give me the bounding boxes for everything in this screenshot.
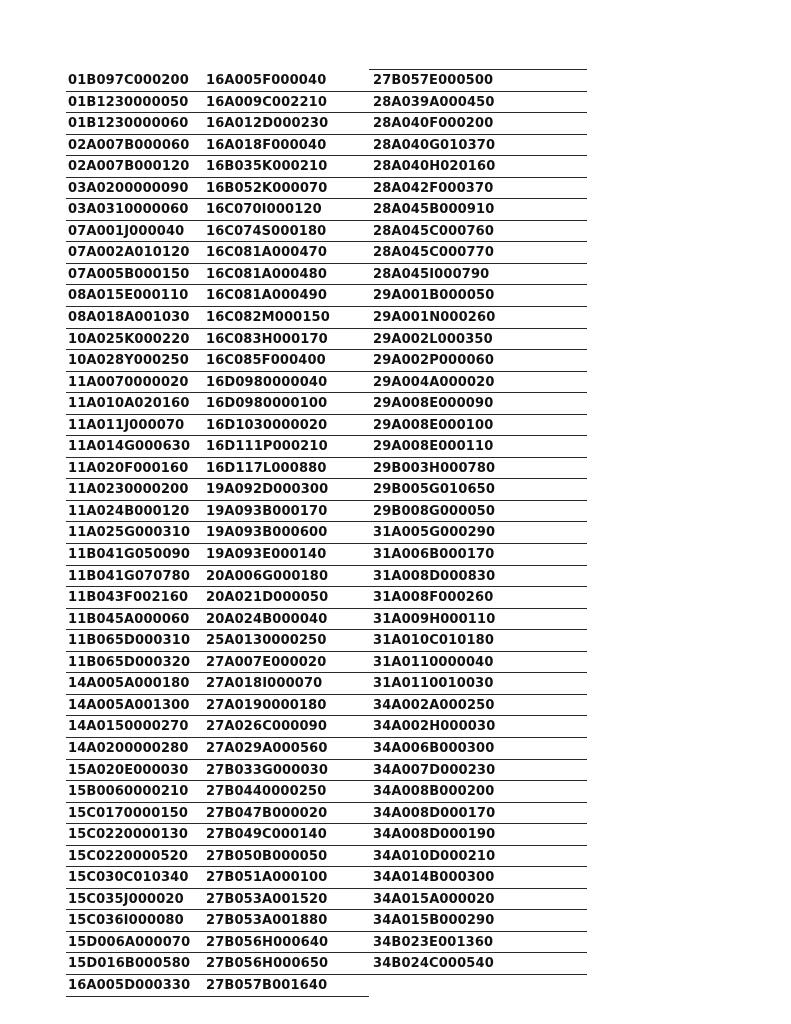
table-cell: 15C035J000020 [66,889,202,911]
table-cell: 27B056H000650 [202,953,369,975]
table-cell: 11A020F000160 [66,458,202,480]
table-cell: 01B1230000060 [66,113,202,135]
table-cell: 29B003H000780 [369,458,587,480]
table-cell: 01B097C000200 [66,70,202,92]
table-cell: 27A026C000090 [202,716,369,738]
table-cell: 34A015B000290 [369,910,587,932]
code-column-3 [369,70,587,975]
table-cell: 31A008F000260 [369,587,587,609]
table-cell: 14A005A001300 [66,695,202,717]
table-cell: 16A012D000230 [202,113,369,135]
table-cell: 34A007D000230 [369,760,587,782]
table-cell: 15C0220000130 [66,824,202,846]
table-cell: 31A0110010030 [369,673,587,695]
table-cell: 14A0150000270 [66,716,202,738]
table-cell: 11A0230000200 [66,479,202,501]
table-cell: 16C081A000490 [202,285,369,307]
table-cell: 11B045A000060 [66,609,202,631]
table-cell: 16D117L000880 [202,458,369,480]
table-cell: 15C0170000150 [66,803,202,825]
table-cell: 34A014B000300 [369,867,587,889]
table-cell: 29A004A000020 [369,372,587,394]
table-cell: 34A008D000190 [369,824,587,846]
table-cell: 03A0310000060 [66,199,202,221]
table-cell: 34B024C000540 [369,953,587,975]
table-cell: 15A020E000030 [66,760,202,782]
table-cell: 29A008E000090 [369,393,587,415]
table-cell: 29A008E000100 [369,415,587,437]
table-cell: 16C070I000120 [202,199,369,221]
table-cell: 27A007E000020 [202,652,369,674]
table-cell: 07A002A010120 [66,242,202,264]
table-cell: 29A001N000260 [369,307,587,329]
table-cell: 16D1030000020 [202,415,369,437]
table-cell: 28A040G010370 [369,135,587,157]
table-cell: 27B056H000640 [202,932,369,954]
table-cell: 34A008B000200 [369,781,587,803]
table-cell: 16C082M000150 [202,307,369,329]
table-cell: 34A008D000170 [369,803,587,825]
table-cell: 34A006B000300 [369,738,587,760]
table-cell: 01B1230000050 [66,92,202,114]
table-cell: 11B041G070780 [66,566,202,588]
table-cell: 10A025K000220 [66,329,202,351]
table-cell: 20A021D000050 [202,587,369,609]
table-cell: 11A014G000630 [66,436,202,458]
table-cell: 16A009C002210 [202,92,369,114]
table-cell: 11A011J000070 [66,415,202,437]
table-cell: 27B033G000030 [202,760,369,782]
table-cell: 15C036I000080 [66,910,202,932]
table-cell: 27B0440000250 [202,781,369,803]
table-cell: 29A002P000060 [369,350,587,372]
table-cell: 07A001J000040 [66,221,202,243]
table-cell: 11B065D000320 [66,652,202,674]
table-cell: 31A010C010180 [369,630,587,652]
code-column-1 [66,70,202,997]
table-cell: 28A045I000790 [369,264,587,286]
table-cell: 27B047B000020 [202,803,369,825]
table-cell: 31A009H000110 [369,609,587,631]
table-cell: 10A028Y000250 [66,350,202,372]
table-cell: 15D006A000070 [66,932,202,954]
table-cell: 28A040F000200 [369,113,587,135]
table-cell: 27A0190000180 [202,695,369,717]
table-cell: 27A029A000560 [202,738,369,760]
table-cell: 31A0110000040 [369,652,587,674]
table-cell: 11A010A020160 [66,393,202,415]
table-cell: 27B049C000140 [202,824,369,846]
table-cell: 34A002A000250 [369,695,587,717]
table-cell: 31A008D000830 [369,566,587,588]
table-cell: 28A039A000450 [369,92,587,114]
table-cell: 15B0060000210 [66,781,202,803]
table-cell: 16B035K000210 [202,156,369,178]
table-cell: 27A018I000070 [202,673,369,695]
table-cell: 29B008G000050 [369,501,587,523]
table-cell: 34A015A000020 [369,889,587,911]
table-cell: 29A002L000350 [369,329,587,351]
table-cell: 31A006B000170 [369,544,587,566]
table-cell: 19A093B000600 [202,522,369,544]
table-cell: 03A0200000090 [66,178,202,200]
table-cell: 16C085F000400 [202,350,369,372]
table-cell: 27B053A001880 [202,910,369,932]
table-cell: 29A001B000050 [369,285,587,307]
table-cell: 16C083H000170 [202,329,369,351]
table-cell: 11B043F002160 [66,587,202,609]
table-cell: 11B041G050090 [66,544,202,566]
table-cell: 08A015E000110 [66,285,202,307]
table-cell: 11A025G000310 [66,522,202,544]
table-cell: 07A005B000150 [66,264,202,286]
table-cell: 27B057E000500 [369,70,587,92]
table-cell: 14A005A000180 [66,673,202,695]
table-cell: 16D0980000040 [202,372,369,394]
table-cell: 16A005D000330 [66,975,202,997]
table-cell: 11A024B000120 [66,501,202,523]
table-cell: 20A006G000180 [202,566,369,588]
table-cell: 28A040H020160 [369,156,587,178]
table-cell: 19A092D000300 [202,479,369,501]
table-cell: 29A008E000110 [369,436,587,458]
table-cell: 16B052K000070 [202,178,369,200]
table-cell: 28A045C000770 [369,242,587,264]
table-cell: 28A045C000760 [369,221,587,243]
table-cell: 14A0200000280 [66,738,202,760]
table-cell: 25A0130000250 [202,630,369,652]
table-cell: 16D0980000100 [202,393,369,415]
table-cell: 27B050B000050 [202,846,369,868]
table-cell: 11B065D000310 [66,630,202,652]
table-cell: 19A093E000140 [202,544,369,566]
table-cell: 27B051A000100 [202,867,369,889]
table-cell: 31A005G000290 [369,522,587,544]
table-cell: 16A018F000040 [202,135,369,157]
table-cell: 20A024B000040 [202,609,369,631]
table-cell: 27B057B001640 [202,975,369,997]
table-cell: 15D016B000580 [66,953,202,975]
table-cell: 16A005F000040 [202,70,369,92]
code-column-2 [202,70,369,997]
table-cell: 16C081A000480 [202,264,369,286]
table-cell: 34B023E001360 [369,932,587,954]
table-cell: 34A010D000210 [369,846,587,868]
table-cell: 28A042F000370 [369,178,587,200]
table-cell: 28A045B000910 [369,199,587,221]
table-cell: 29B005G010650 [369,479,587,501]
table-cell: 15C030C010340 [66,867,202,889]
table-cell: 02A007B000060 [66,135,202,157]
table-cell: 16C074S000180 [202,221,369,243]
table-cell: 16C081A000470 [202,242,369,264]
table-cell: 34A002H000030 [369,716,587,738]
table-cell: 08A018A001030 [66,307,202,329]
table-cell: 11A0070000020 [66,372,202,394]
table-cell: 27B053A001520 [202,889,369,911]
table-cell: 16D111P000210 [202,436,369,458]
table-cell: 19A093B000170 [202,501,369,523]
table-cell: 02A007B000120 [66,156,202,178]
table-cell: 15C0220000520 [66,846,202,868]
